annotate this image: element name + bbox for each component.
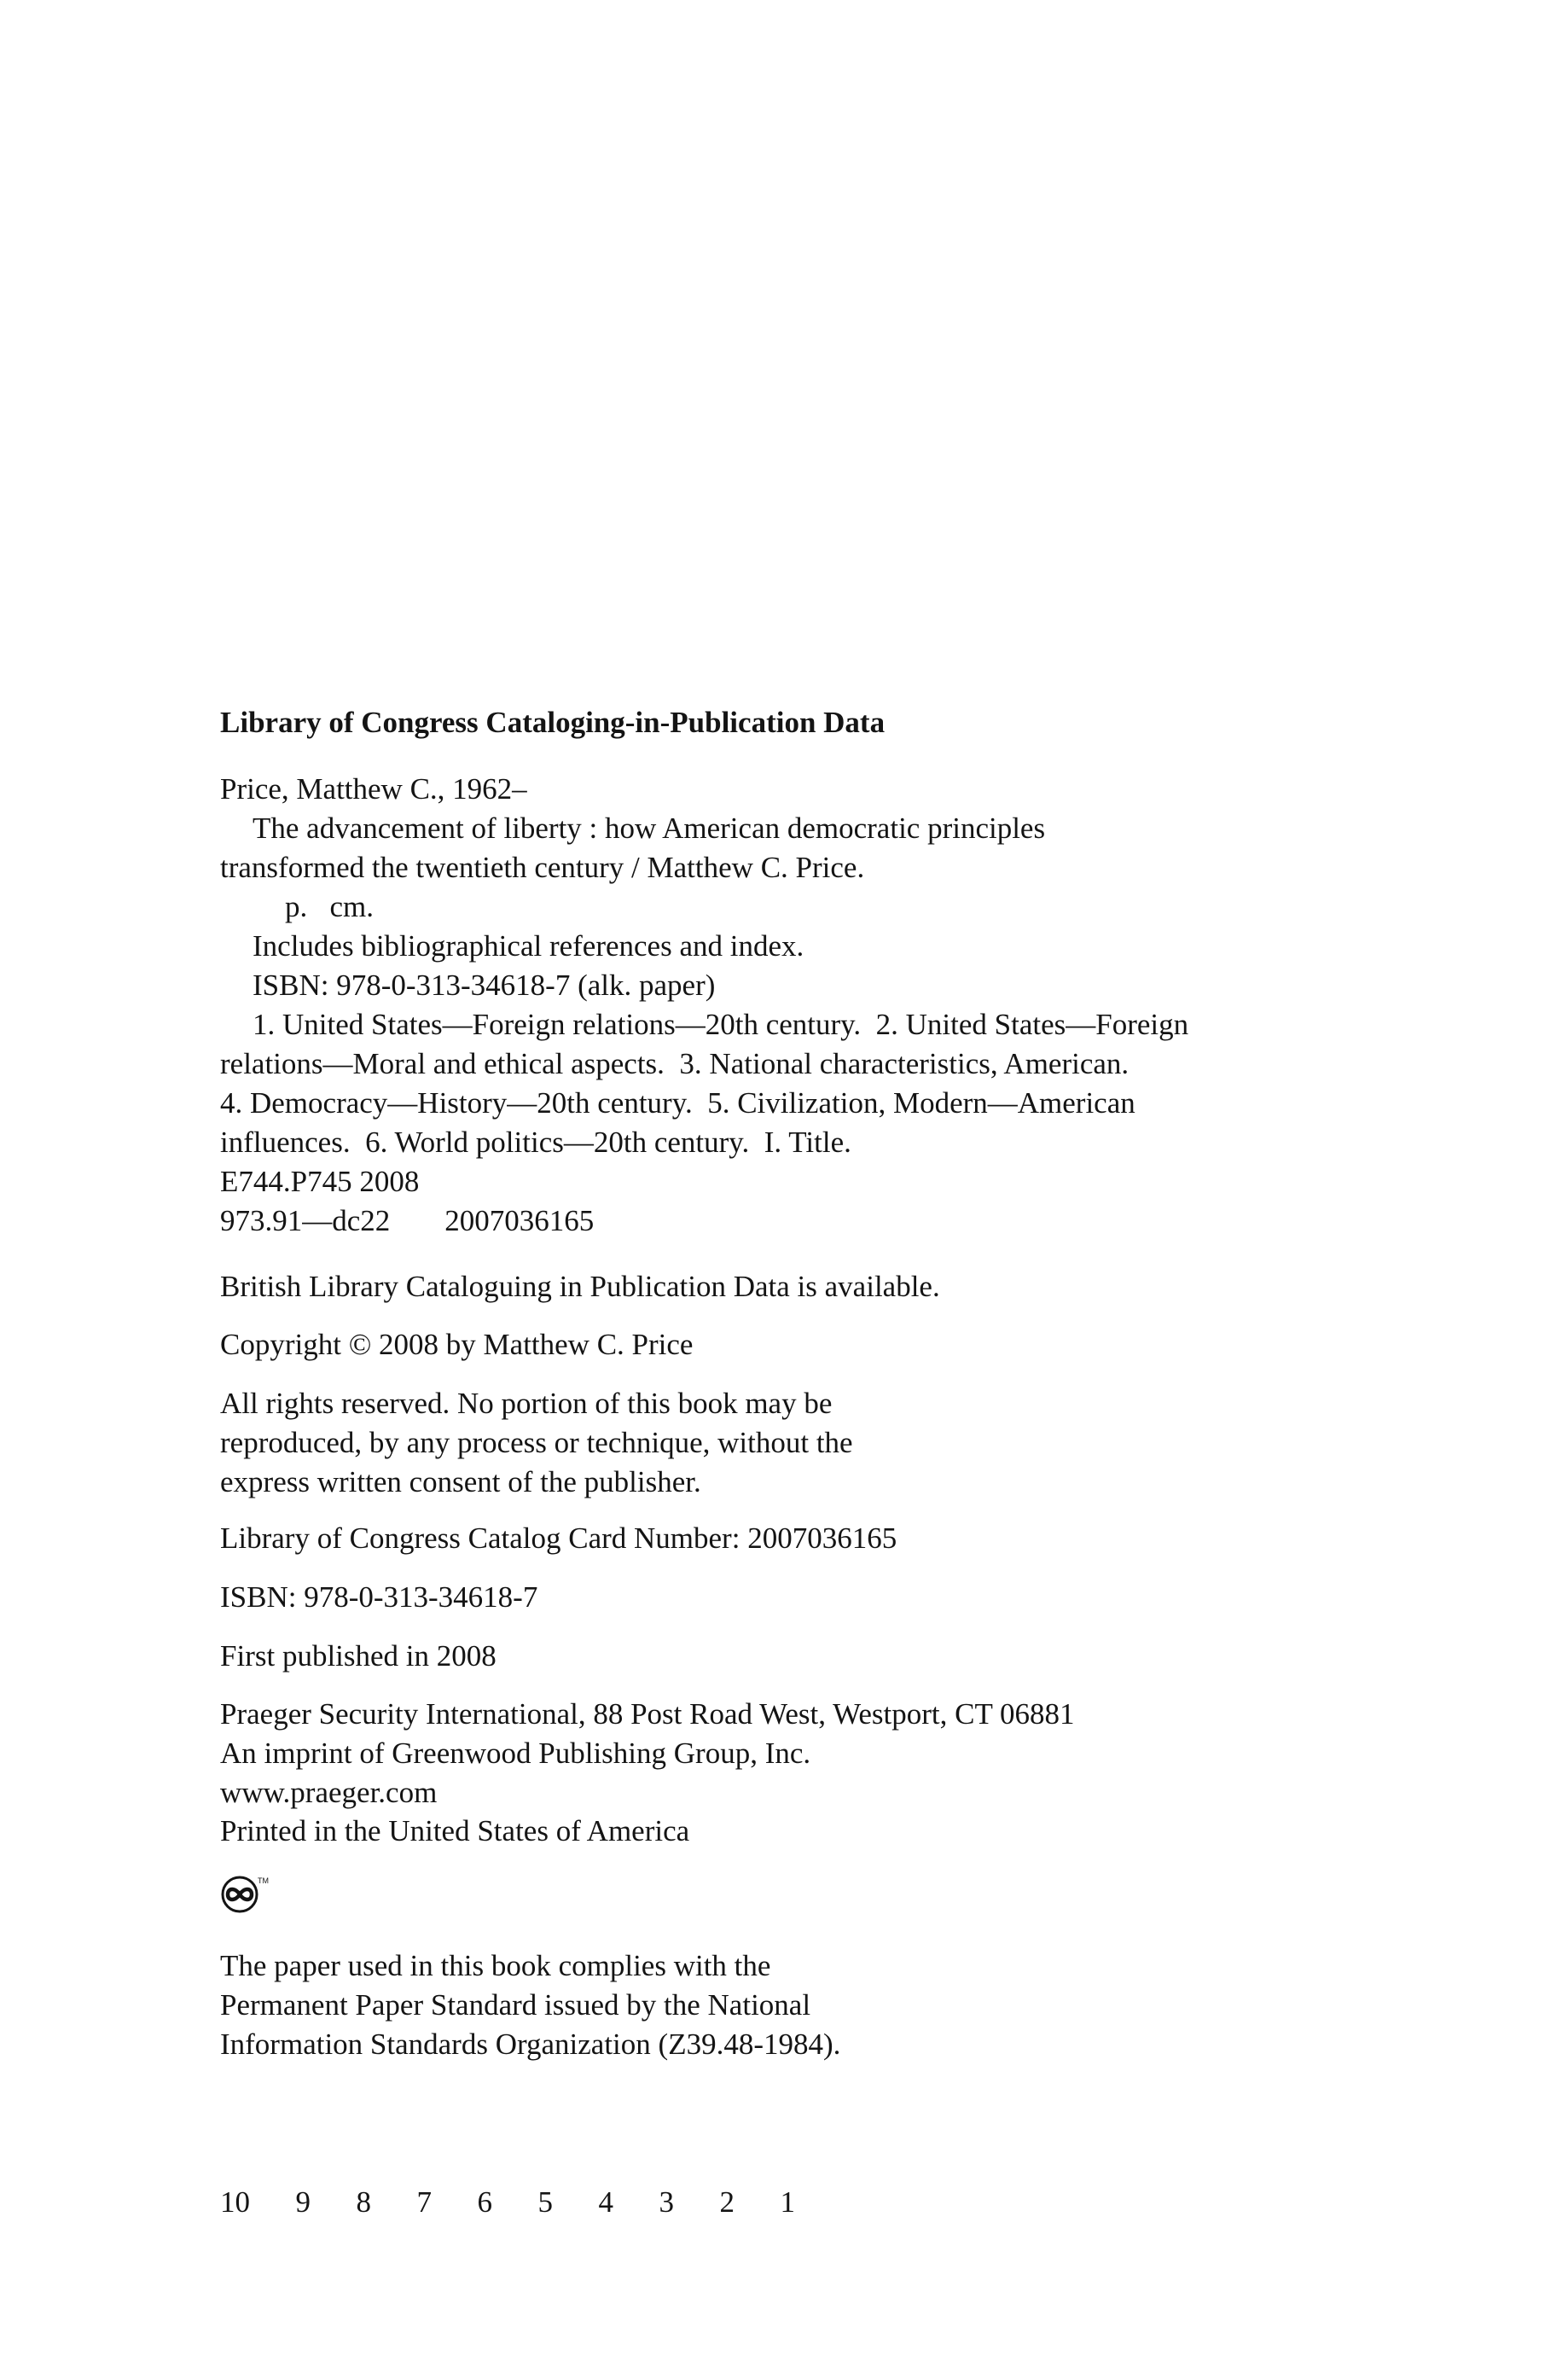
cip-subjects-line-1: 1. United States—Foreign relations—20th century. 2. United States—Foreign: [253, 1008, 1189, 1041]
cip-lccn: 2007036165: [444, 1204, 595, 1237]
rights-line-3: express written consent of the publisher.: [220, 1465, 701, 1498]
cip-classification: [220, 1201, 1414, 1241]
printing-line: 10 9 8 7 6 5 4 3 2 1: [220, 2185, 795, 2219]
british-library-note: British Library Cataloguing in Publication Data is available.: [220, 1270, 940, 1303]
printed-in: Printed in the United States of America: [220, 1814, 690, 1847]
cip-record: [220, 770, 1414, 1241]
publisher-info: [220, 1695, 1074, 1812]
cip-dewey: 973.91—dc22: [220, 1204, 391, 1237]
paper-line-1: The paper used in this book complies with the: [220, 1949, 771, 1982]
cip-title-line-2: transformed the twentieth century / Matthew C. Price.: [220, 851, 865, 884]
cip-title-line-1: The advancement of liberty : how American democratic principles: [253, 812, 1046, 845]
trademark-mark: TM: [258, 1876, 269, 1885]
publisher-imprint: An imprint of Greenwood Publishing Group, Inc.: [220, 1737, 811, 1770]
first-published: First published in 2008: [220, 1639, 497, 1673]
cip-subjects-line-3: 4. Democracy—History—20th century. 5. Civilization, Modern—American: [220, 1086, 1135, 1120]
paper-line-3: Information Standards Organization (Z39.48-1984).: [220, 2028, 841, 2061]
cip-isbn: ISBN: 978-0-313-34618-7 (alk. paper): [253, 969, 716, 1002]
cip-subjects-line-2: relations—Moral and ethical aspects. 3. National characteristics, American.: [220, 1047, 1130, 1080]
cip-heading: Library of Congress Cataloging-in-Publication Data: [220, 706, 886, 739]
copyright-notice: Copyright © 2008 by Matthew C. Price: [220, 1328, 694, 1361]
cip-call-number: E744.P745 2008: [220, 1165, 420, 1198]
rights-line-2: reproduced, by any process or technique, without the: [220, 1426, 853, 1459]
rights-line-1: All rights reserved. No portion of this book may be: [220, 1387, 833, 1420]
cip-pages: p. cm.: [285, 890, 375, 923]
publisher-url: www.praeger.com: [220, 1776, 438, 1809]
paper-statement: [220, 1946, 840, 2064]
paper-line-2: Permanent Paper Standard issued by the National: [220, 1988, 811, 2022]
permanent-paper-infinity-icon: [220, 1873, 269, 1912]
rights-statement: [220, 1384, 853, 1502]
catalog-card-number: Library of Congress Catalog Card Number: 2007036165: [220, 1521, 897, 1555]
isbn: ISBN: 978-0-313-34618-7: [220, 1580, 538, 1614]
publisher-address: Praeger Security International, 88 Post Road West, Westport, CT 06881: [220, 1697, 1075, 1731]
cip-author: Price, Matthew C., 1962–: [220, 772, 527, 806]
cip-notes: Includes bibliographical references and index.: [253, 929, 804, 963]
cip-subjects-line-4: influences. 6. World politics—20th century. I. Title.: [220, 1126, 851, 1159]
